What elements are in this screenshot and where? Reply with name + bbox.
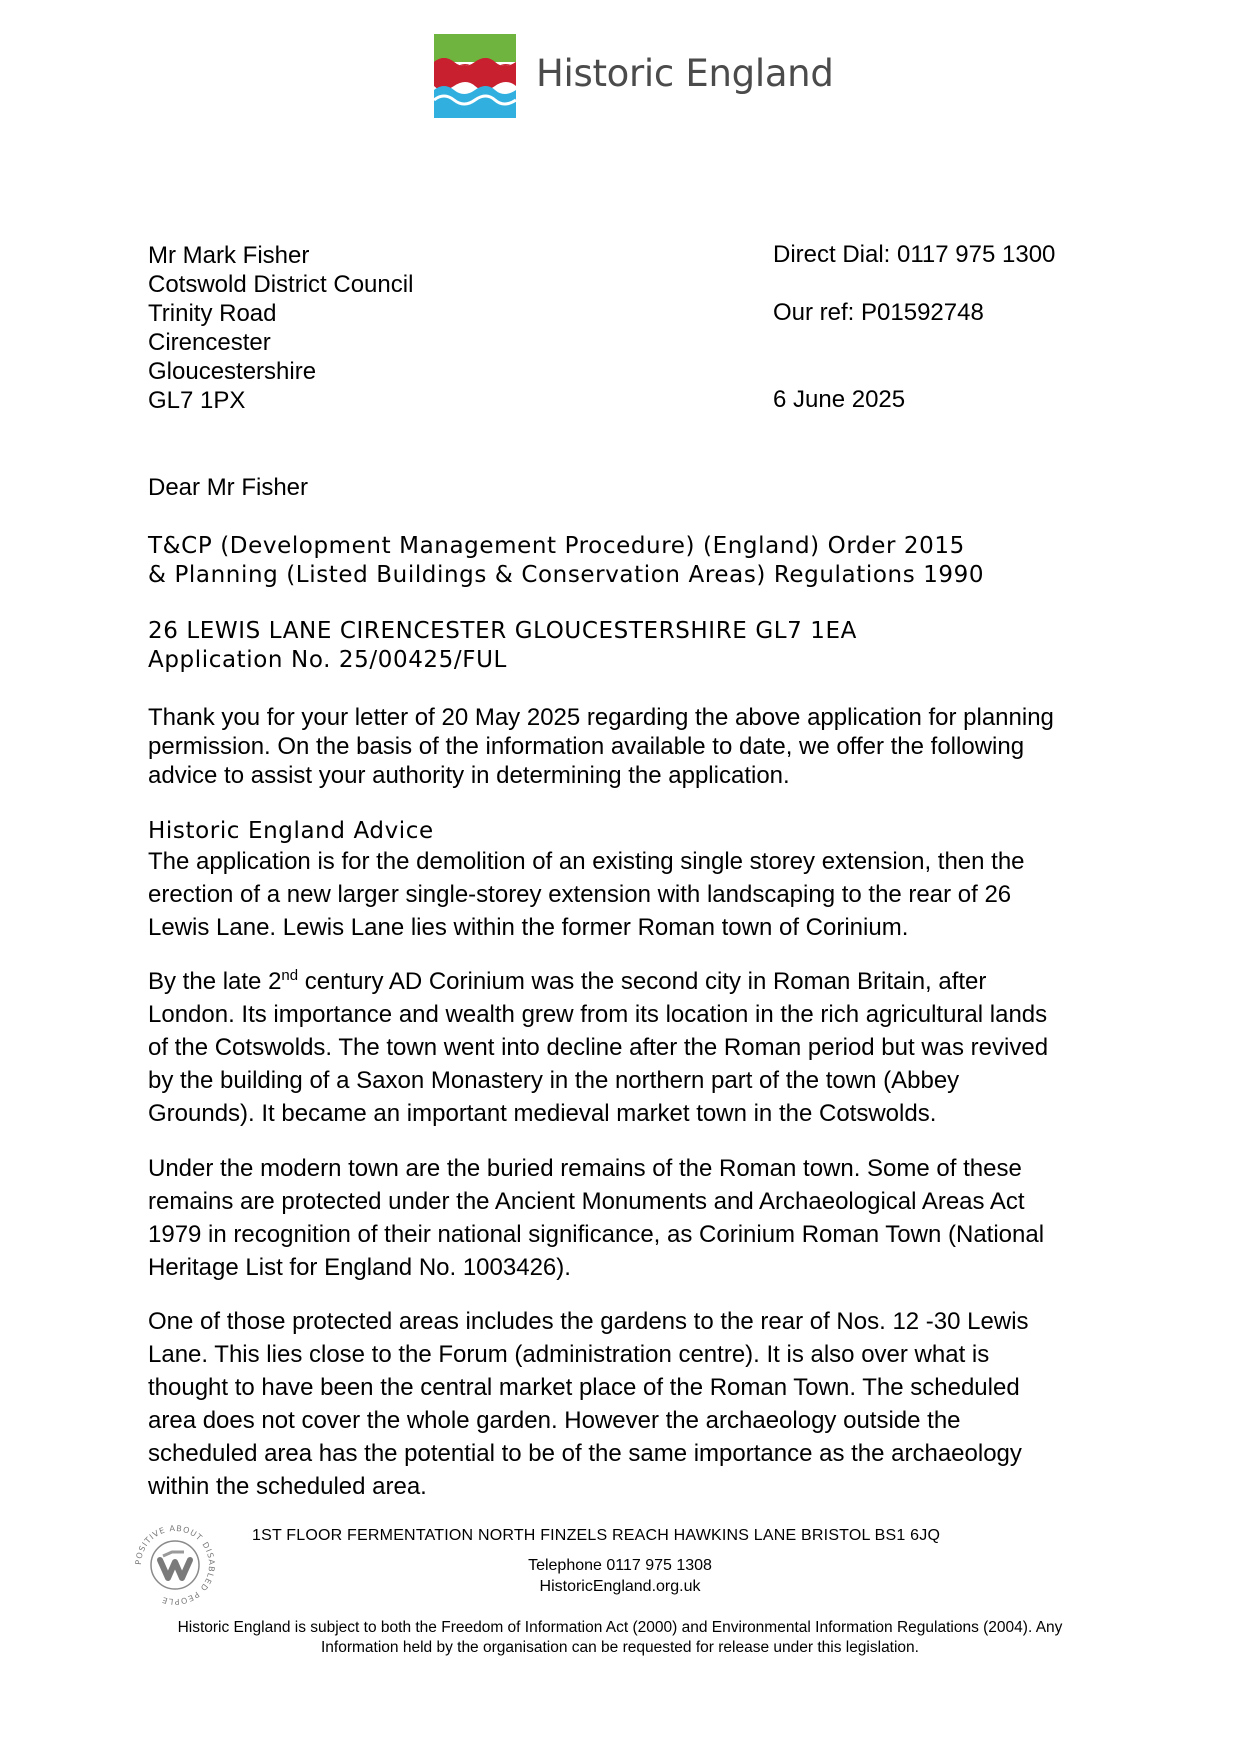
paragraph-line: permission. On the basis of the information available to date, we offer the following [148,733,1025,760]
letter-date: 6 June 2025 [773,386,906,413]
application-description-paragraph [148,845,1098,944]
paragraph-line: The application is for the demolition of an existing single storey extension, then the [148,848,1025,875]
paragraph-line: Lewis Lane. Lewis Lane lies within the former Roman town of Corinium. [148,914,909,941]
paragraph-line: Under the modern town are the buried remains of the Roman town. Some of these [148,1155,1022,1182]
footer-address: 1ST FLOOR FERMENTATION NORTH FINZELS REACH HAWKINS LANE BRISTOL BS1 6JQ [252,1527,941,1544]
paragraph-line: erection of a new larger single-storey extension with landscaping to the rear of 26 [148,881,1012,908]
site-address: 26 LEWIS LANE CIRENCESTER GLOUCESTERSHIRE GL7 1EA [148,618,858,644]
org-name: Historic England [536,52,834,95]
paragraph-line: area does not cover the whole garden. However the archaeology outside the [148,1407,961,1434]
recipient-line: Trinity Road [148,300,277,327]
our-reference: Our ref: P01592748 [773,299,984,326]
paragraph-line: advice to assist your authority in determining the application. [148,762,790,789]
paragraph-line: by the building of a Saxon Monastery in the northern part of the town (Abbey [148,1067,960,1094]
footer-legal-line: Historic England is subject to both the Freedom of Information Act (2000) and Environmental Information Regulations (2004). Any [177,1619,1063,1636]
paragraph-line: thought to have been the central market place of the Roman Town. The scheduled [148,1374,1020,1401]
recipient-line: GL7 1PX [148,387,246,414]
paragraph-line: Lane. This lies close to the Forum (administration centre). It is also over what is [148,1341,990,1368]
paragraph-line: By the late 2nd century AD Corinium was the second city in Roman Britain, after [148,967,987,995]
advice-heading: Historic England Advice [148,818,434,844]
recipient-line: Cirencester [148,329,271,356]
footer-legal-line: Information held by the organisation can be requested for release under this legislation. [321,1639,919,1656]
order-line: T&CP (Development Management Procedure) (England) Order 2015 [148,533,965,559]
recipient-address [148,241,413,415]
paragraph-line: 1979 in recognition of their national significance, as Corinium Roman Town (National [148,1221,1045,1248]
paragraph-line: Thank you for your letter of 20 May 2025 regarding the above application for planning [148,704,1054,731]
recipient-line: Gloucestershire [148,358,317,385]
paragraph-line: of the Cotswolds. The town went into decline after the Roman period but was revived [148,1034,1049,1061]
paragraph-line: Heritage List for England No. 1003426). [148,1254,571,1281]
paragraph-line: One of those protected areas includes the gardens to the rear of Nos. 12 -30 Lewis [148,1308,1029,1335]
footer-telephone: Telephone 0117 975 1308 [528,1557,712,1574]
paragraph-line: scheduled area has the potential to be of the same importance as the archaeology [148,1440,1022,1467]
history-paragraph [148,965,1098,1130]
intro-paragraph [148,703,1098,790]
positive-about-disabled-people-icon [132,1522,218,1608]
application-reference [148,617,1098,675]
salutation: Dear Mr Fisher [148,474,309,501]
paragraph-line: remains are protected under the Ancient Monuments and Archaeological Areas Act [148,1188,1025,1215]
application-number: Application No. 25/00425/FUL [148,647,507,673]
svg-text:POSITIVE ABOUT DISABLED PEOPLE: POSITIVE ABOUT DISABLED PEOPLE [133,1523,217,1607]
paragraph-line: within the scheduled area. [148,1473,427,1500]
paragraph-line: London. Its importance and wealth grew from its location in the rich agricultural lands [148,1001,1048,1028]
footer-website: HistoricEngland.org.uk [539,1578,701,1595]
order-line: & Planning (Listed Buildings & Conservation Areas) Regulations 1990 [148,562,985,588]
historic-england-logo-icon [434,34,516,118]
recipient-line: Mr Mark Fisher [148,242,310,269]
paragraph-line: Grounds). It became an important medieval market town in the Cotswolds. [148,1100,937,1127]
scheduled-area-paragraph [148,1305,1098,1503]
direct-dial: Direct Dial: 0117 975 1300 [773,241,1056,268]
legislation-reference [148,532,1098,590]
recipient-line: Cotswold District Council [148,271,414,298]
protection-paragraph [148,1152,1098,1284]
